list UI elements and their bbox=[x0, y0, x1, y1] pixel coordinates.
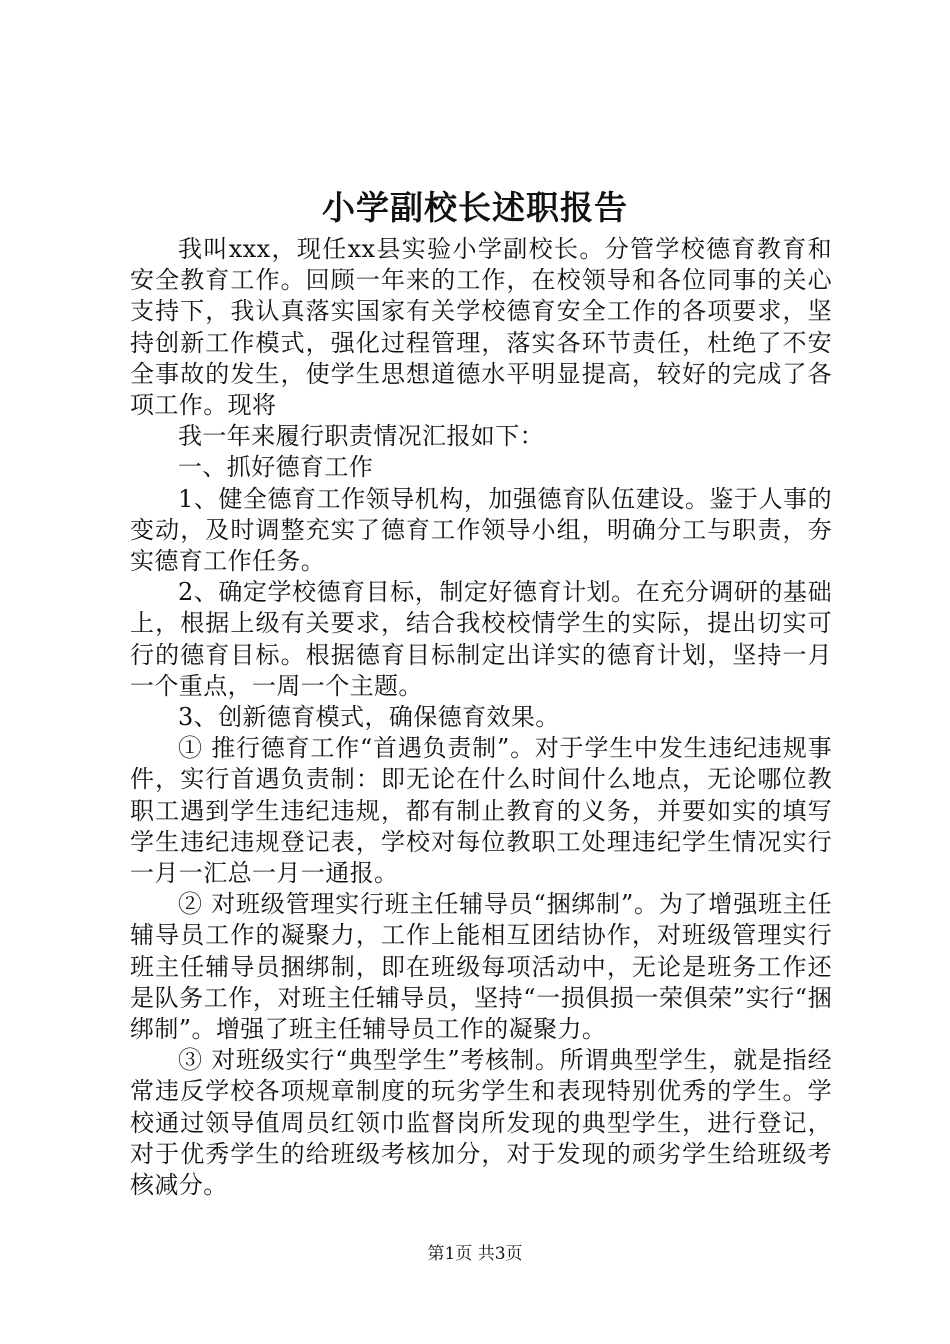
section-heading-moral-education: 一、抓好德育工作 bbox=[178, 453, 374, 482]
paragraph-subitem-1: ① 推行德育工作“首遇负责制”。对于学生中发生违纪违规事件，实行首遇负责制：即无论在什么时间什么地点，无论哪位教职工遇到学生违纪违规，都有制止教育的义务，并要如实的填写学生违纪违规登记表，学校对每位教职工处理违纪学生情况实行一月一汇总一月一通报。 bbox=[130, 734, 832, 888]
document-title: 小学副校长述职报告 bbox=[322, 188, 628, 227]
paragraph-intro: 我叫xxx，现任xx县实验小学副校长。分管学校德育教育和安全教育工作。回顾一年来的工作，在校领导和各位同事的关心支持下，我认真落实国家有关学校德育安全工作的各项要求，坚持创新工作模式，强化过程管理，落实各环节责任，杜绝了不安全事故的发生，使学生思想道德水平明显提高，较好的完成了各项工作。现将 bbox=[130, 235, 832, 420]
paragraph-item-3: 3、创新德育模式，确保德育效果。 bbox=[178, 703, 560, 732]
page-footer: 第1页 共3页 bbox=[427, 1244, 523, 1264]
paragraph-subitem-2: ② 对班级管理实行班主任辅导员“捆绑制”。为了增强班主任辅导员工作的凝聚力，工作上能相互团结协作，对班级管理实行班主任辅导员捆绑制，即在班级每项活动中，无论是班务工作还是队务工作，对班主任辅导员，坚持“一损俱损一荣俱荣”实行“捆绑制”。增强了班主任辅导员工作的凝聚力。 bbox=[130, 890, 832, 1044]
paragraph-subitem-3: ③ 对班级实行“典型学生”考核制。所谓典型学生，就是指经常违反学校各项规章制度的玩劣学生和表现特别优秀的学生。学校通过领导值周员红领巾监督岗所发现的典型学生，进行登记，对于优秀学生的给班级考核加分，对于发现的顽劣学生给班级考核减分。 bbox=[130, 1046, 832, 1200]
paragraph-item-2: 2、确定学校德育目标，制定好德育计划。在充分调研的基础上，根据上级有关要求，结合我校校情学生的实际，提出切实可行的德育目标。根据德育目标制定出详实的德育计划，坚持一月一个重点，一周一个主题。 bbox=[130, 578, 832, 700]
paragraph-item-1: 1、健全德育工作领导机构，加强德育队伍建设。鉴于人事的变动，及时调整充实了德育工作领导小组，明确分工与职责，夯实德育工作任务。 bbox=[130, 484, 832, 576]
paragraph-summary-lead: 我一年来履行职责情况汇报如下： bbox=[178, 422, 544, 451]
document-body bbox=[130, 234, 832, 1201]
